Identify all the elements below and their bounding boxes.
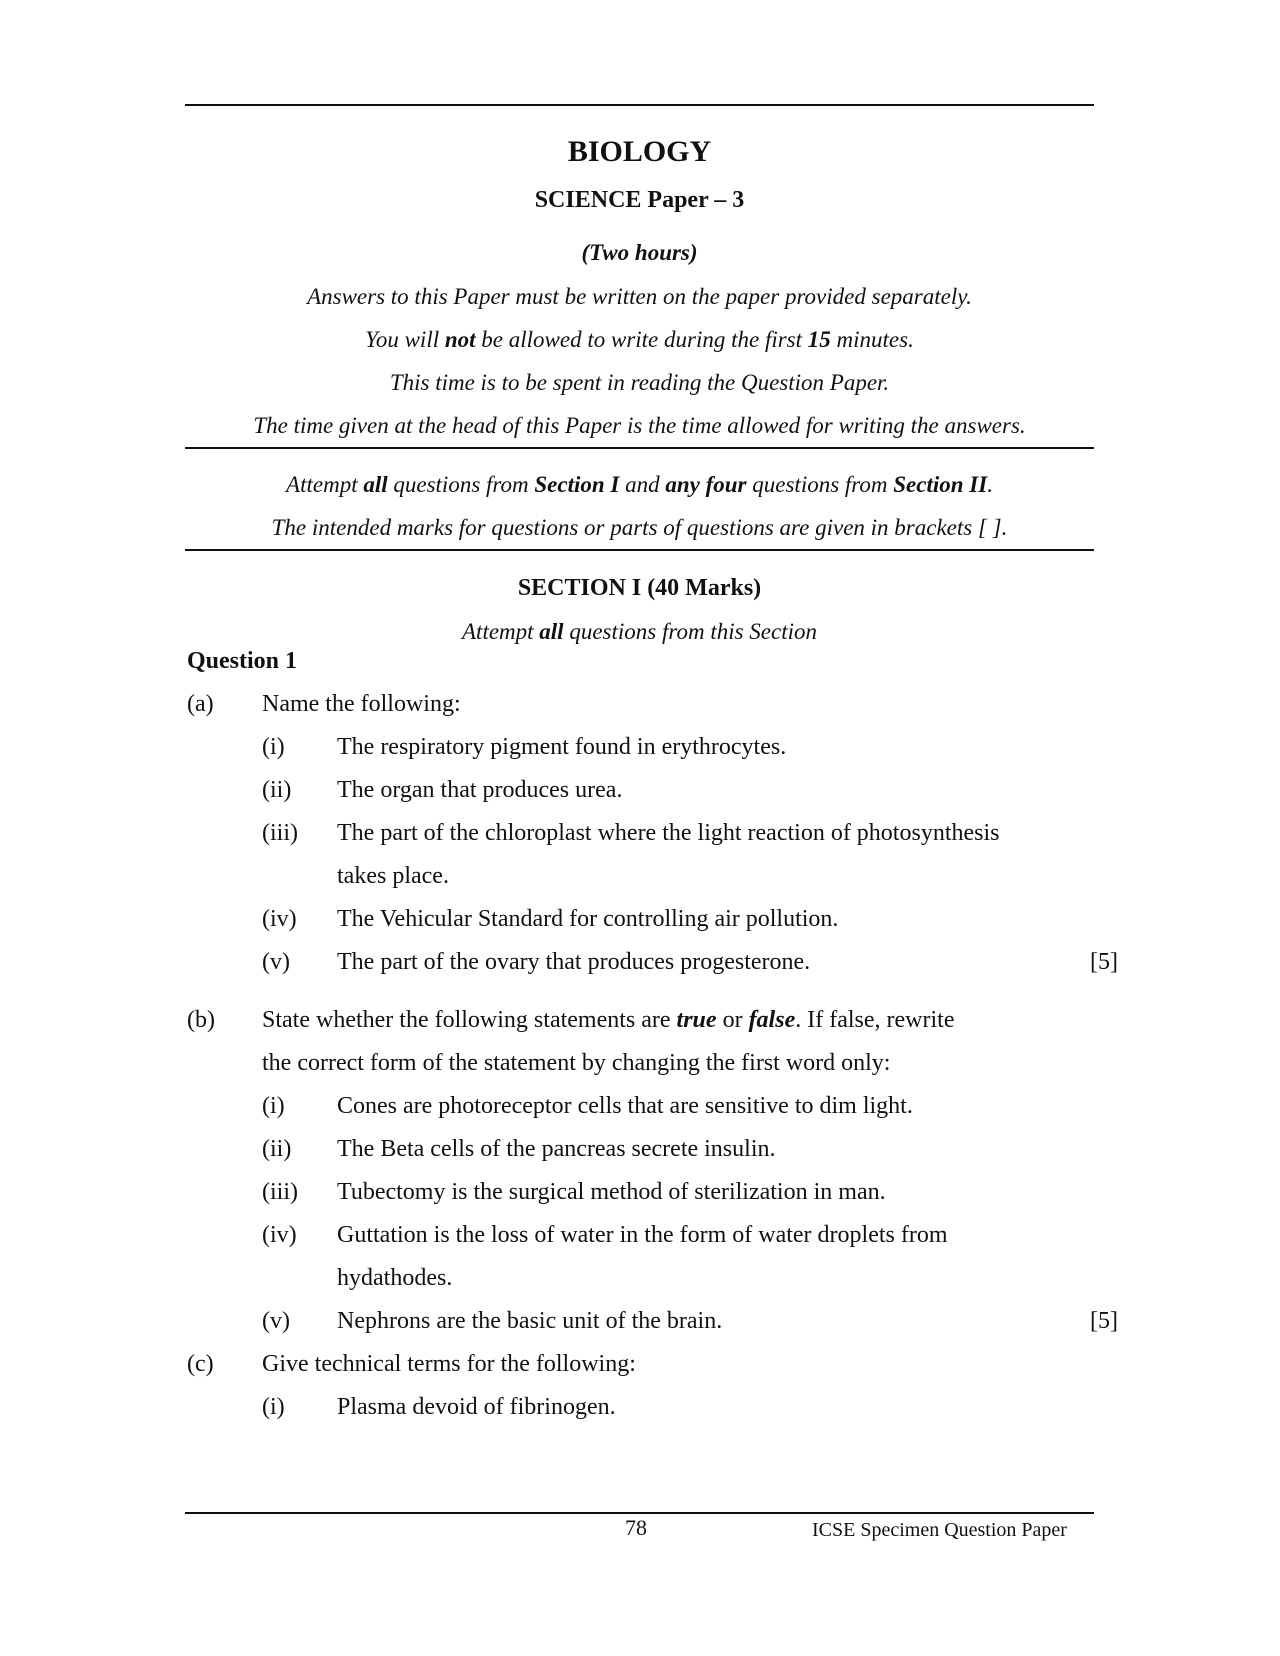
item-number: (i) (262, 1394, 285, 1420)
part-c-label: (c) (187, 1351, 214, 1377)
item-text: The respiratory pigment found in erythrocytes. (337, 734, 787, 760)
item-text-continued: takes place. (337, 863, 449, 889)
footer-label: ICSE Specimen Question Paper (812, 1519, 1067, 1541)
part-b-label: (b) (187, 1007, 215, 1033)
part-c-text: Give technical terms for the following: (262, 1351, 636, 1377)
part-a-text: Name the following: (262, 691, 461, 717)
instruction-3: This time is to be spent in reading the Question Paper. (389, 370, 890, 395)
item-text: Guttation is the loss of water in the form of water droplets from (337, 1222, 948, 1248)
instruction-2: You will not be allowed to write during the first 15 minutes. (365, 327, 914, 352)
paper-title: SCIENCE Paper – 3 (534, 187, 745, 213)
instructions-rule (185, 447, 1094, 449)
item-number: (v) (262, 949, 290, 975)
instruction-1: Answers to this Paper must be written on the paper provided separately. (307, 284, 972, 309)
duration: (Two hours) (581, 240, 698, 265)
part-b-text: State whether the following statements are true or false. If false, rewrite (262, 1007, 955, 1033)
section-title: SECTION I (40 Marks) (517, 575, 762, 601)
item-number: (i) (262, 734, 285, 760)
item-text: The part of the chloroplast where the light reaction of photosynthesis (337, 820, 1000, 846)
item-number: (v) (262, 1308, 290, 1334)
question-heading: Question 1 (187, 648, 298, 674)
part-b-text-continued: the correct form of the statement by changing the first word only: (262, 1050, 891, 1076)
item-number: (iii) (262, 1179, 298, 1205)
instruction-4: The time given at the head of this Paper is the time allowed for writing the answers. (253, 413, 1026, 438)
section-subtitle: Attempt all questions from this Section (462, 619, 817, 644)
top-rule (185, 104, 1094, 106)
item-number: (iv) (262, 906, 297, 932)
marks-note: The intended marks for questions or parts of questions are given in brackets [ ]. (271, 515, 1008, 540)
item-text: Plasma devoid of fibrinogen. (337, 1394, 616, 1420)
part-a-marks: [5] (1090, 949, 1118, 975)
item-number: (iii) (262, 820, 298, 846)
footer-rule (185, 1512, 1094, 1514)
item-number: (ii) (262, 777, 292, 803)
page-number: 78 (625, 1515, 647, 1540)
attempt-rule (185, 549, 1094, 551)
item-text: Nephrons are the basic unit of the brain. (337, 1308, 723, 1334)
item-number: (iv) (262, 1222, 297, 1248)
item-text: The part of the ovary that produces progesterone. (337, 949, 811, 975)
part-a-label: (a) (187, 691, 214, 717)
item-text: The organ that produces urea. (337, 777, 623, 803)
item-text: The Vehicular Standard for controlling air pollution. (337, 906, 839, 932)
item-text: Tubectomy is the surgical method of sterilization in man. (337, 1179, 886, 1205)
attempt-instruction: Attempt all questions from Section I and any four questions from Section II. (286, 472, 993, 497)
part-b-marks: [5] (1090, 1308, 1118, 1334)
item-text: Cones are photoreceptor cells that are sensitive to dim light. (337, 1093, 913, 1119)
item-text-continued: hydathodes. (337, 1265, 453, 1291)
subject-title: BIOLOGY (567, 135, 712, 168)
item-number: (ii) (262, 1136, 292, 1162)
item-number: (i) (262, 1093, 285, 1119)
item-text: The Beta cells of the pancreas secrete insulin. (337, 1136, 776, 1162)
